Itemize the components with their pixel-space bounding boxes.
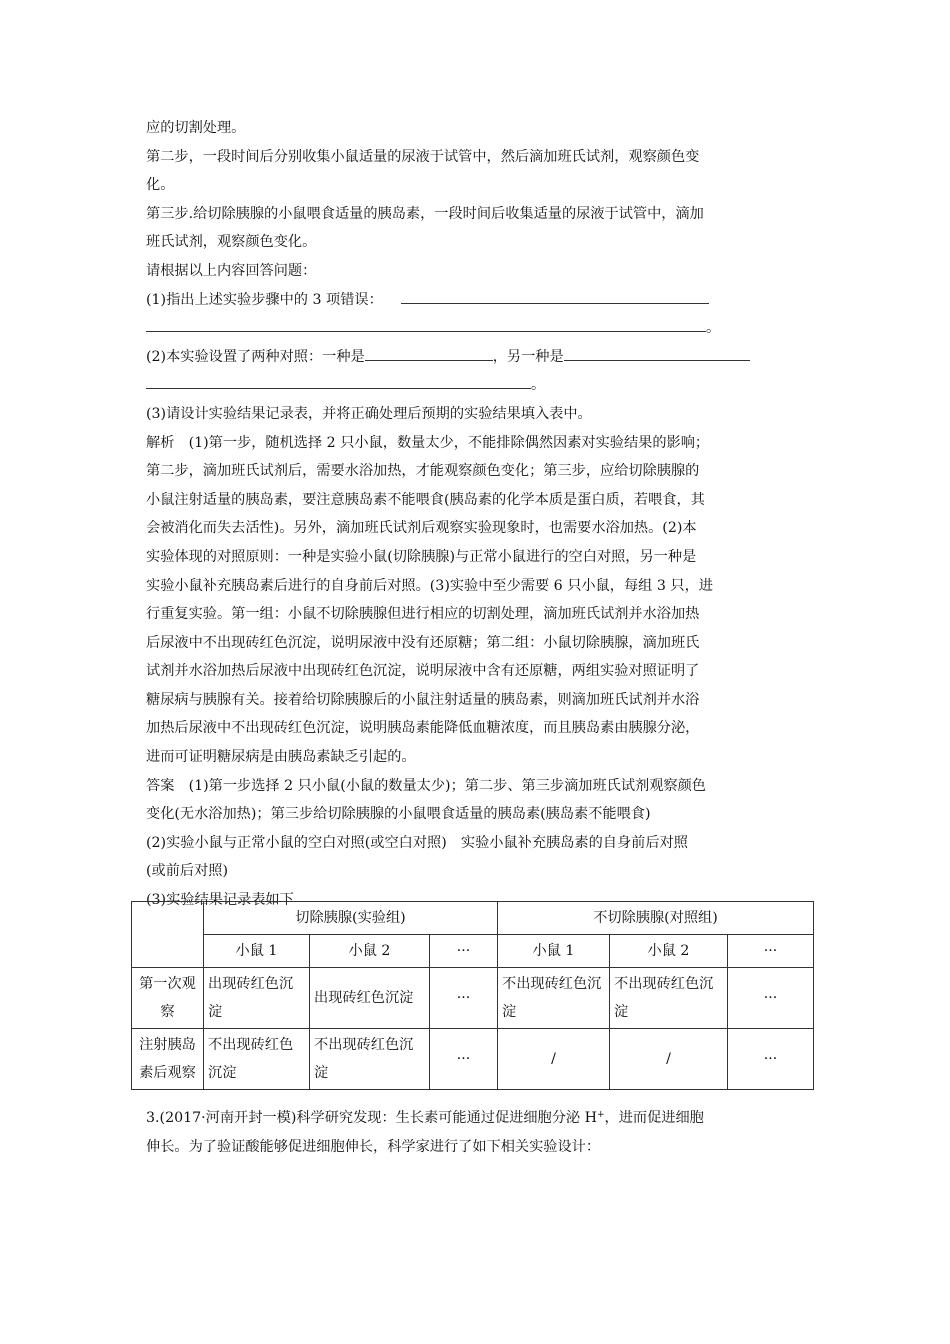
answer-blank[interactable]: [564, 344, 750, 361]
analysis-line: 实验小鼠补充胰岛素后进行的自身前后对照。(3)实验中至少需要 6 只小鼠，每组 3 只，进: [146, 577, 713, 594]
question-1-cont: [146, 314, 806, 343]
question-3: (3)请设计实验结果记录表，并将正确处理后预期的实验结果填入表中。: [146, 405, 592, 422]
analysis-line: 行重复实验。第一组：小鼠不切除胰腺但进行相应的切割处理，滴加班氏试剂并水浴加热: [146, 606, 700, 623]
next-question: [146, 1104, 806, 1161]
table-row: [132, 1029, 814, 1090]
row-label-after-insulin: 注射胰岛素后观察: [132, 1029, 204, 1090]
question-2: [146, 343, 806, 372]
header-control-group: 不切除胰腺(对照组): [498, 902, 814, 935]
text-line: 班氏试剂，观察颜色变化。: [146, 234, 317, 251]
text-line: [146, 1104, 806, 1133]
table-corner-cell: [132, 902, 204, 968]
document-body: [146, 114, 806, 915]
analysis-line: 解析 (1)第一步，随机选择 2 只小鼠，数量太少，不能排除偶然因素对实验结果的影响；: [146, 434, 710, 451]
table-cell-ellipsis: ···: [430, 1029, 498, 1090]
table-cell: 不出现砖红色沉淀: [610, 968, 728, 1029]
header-ellipsis: ···: [728, 935, 814, 968]
text-line: 请根据以上内容回答问题：: [146, 262, 317, 279]
result-table: [131, 901, 814, 1090]
analysis-line: 糖尿病与胰腺有关。接着给切除胰腺后的小鼠注射适量的胰岛素，则滴加班氏试剂并水浴: [146, 691, 700, 708]
row-label-first-observation: 第一次观察: [132, 968, 204, 1029]
header-mouse-1: 小鼠 1: [204, 935, 310, 968]
answer-blank[interactable]: [146, 372, 531, 389]
header-ellipsis: ···: [430, 935, 498, 968]
table-cell: 不出现砖红色沉淀: [498, 968, 610, 1029]
answer-line: (2)实验小鼠与正常小鼠的空白对照(或空白对照) 实验小鼠补充胰岛素的自身前后对照: [146, 834, 688, 851]
text-line: 应的切割处理。: [146, 120, 246, 136]
answer-line: 答案 (1)第一步选择 2 只小鼠(小鼠的数量太少)；第二步、第三步滴加班氏试剂观察颜色: [146, 777, 706, 794]
table-cell: /: [498, 1029, 610, 1090]
table-cell-ellipsis: ···: [728, 1029, 814, 1090]
analysis-line: 第二步，滴加班氏试剂后，需要水浴加热，才能观察颜色变化；第三步，应给切除胰腺的: [146, 463, 700, 480]
text-line: 第三步.给切除胰腺的小鼠喂食适量的胰岛素，一段时间后收集适量的尿液于试管中，滴加: [146, 205, 704, 222]
analysis-line: 试剂并水浴加热后尿液中出现砖红色沉淀，说明尿液中含有还原糖，两组实验对照证明了: [146, 663, 700, 680]
analysis-line: 后尿液中不出现砖红色沉淀，说明尿液中没有还原糖；第二组：小鼠切除胰腺，滴加班氏: [146, 634, 700, 651]
question-2-prefix: (2)本实验设置了两种对照：一种是: [146, 348, 365, 365]
analysis-line: 加热后尿液中不出现砖红色沉淀，说明胰岛素能降低血糖浓度，而且胰岛素由胰腺分泌，: [146, 720, 700, 737]
header-mouse-2: 小鼠 2: [610, 935, 728, 968]
analysis-line: 小鼠注射适量的胰岛素，要注意胰岛素不能喂食(胰岛素的化学本质是蛋白质，若喂食，其: [146, 491, 705, 508]
text-line: 伸长。为了验证酸能够促进细胞伸长，科学家进行了如下相关实验设计：: [146, 1138, 601, 1155]
question-2-cont: [146, 371, 806, 400]
next-question-text: 3.(2017·河南开封一模)科学研究发现：生长素可能通过促进细胞分泌 H: [146, 1110, 597, 1126]
next-question-text: ，进而促进细胞: [604, 1110, 704, 1126]
table-row: [132, 968, 814, 1029]
superscript-plus: +: [596, 1110, 605, 1120]
header-mouse-2: 小鼠 2: [310, 935, 430, 968]
analysis-line: 会被消化而失去活性)。另外，滴加班氏试剂后观察实验现象时，也需要水浴加热。(2)本: [146, 520, 697, 537]
table-cell: 不出现砖红色沉淀: [204, 1029, 310, 1090]
question-2-middle: ，另一种是: [492, 348, 564, 365]
table-cell: 出现砖红色沉淀: [204, 968, 310, 1029]
table-row: [132, 935, 814, 968]
question-1-end: 。: [706, 320, 721, 337]
table-cell: 出现砖红色沉淀: [310, 968, 430, 1029]
header-experimental-group: 切除胰腺(实验组): [204, 902, 498, 935]
answer-blank[interactable]: [146, 315, 706, 332]
header-mouse-1: 小鼠 1: [498, 935, 610, 968]
table-cell-ellipsis: ···: [728, 968, 814, 1029]
answer-blank[interactable]: [401, 287, 709, 304]
answer-line: (3)实验结果记录表如下: [146, 892, 294, 909]
text-line: 第二步，一段时间后分别收集小鼠适量的尿液于试管中，然后滴加班氏试剂，观察颜色变: [146, 148, 700, 165]
answer-line: (或前后对照): [146, 863, 229, 880]
question-1-prefix: (1)指出上述实验步骤中的 3 项错误：: [146, 291, 383, 308]
text-line: 化。: [146, 177, 175, 194]
table-cell: 不出现砖红色沉淀: [310, 1029, 430, 1090]
analysis-line: 进而可证明糖尿病是由胰岛素缺乏引起的。: [146, 749, 416, 766]
question-2-end: 。: [531, 377, 546, 394]
table-cell: /: [610, 1029, 728, 1090]
analysis-line: 实验体现的对照原则：一种是实验小鼠(切除胰腺)与正常小鼠进行的空白对照，另一种是: [146, 548, 697, 565]
table-row: [132, 902, 814, 935]
answer-blank[interactable]: [365, 344, 493, 361]
table-cell-ellipsis: ···: [430, 968, 498, 1029]
question-1: [146, 286, 806, 315]
answer-line: 变化(无水浴加热)；第三步给切除胰腺的小鼠喂食适量的胰岛素(胰岛素不能喂食): [146, 806, 651, 823]
